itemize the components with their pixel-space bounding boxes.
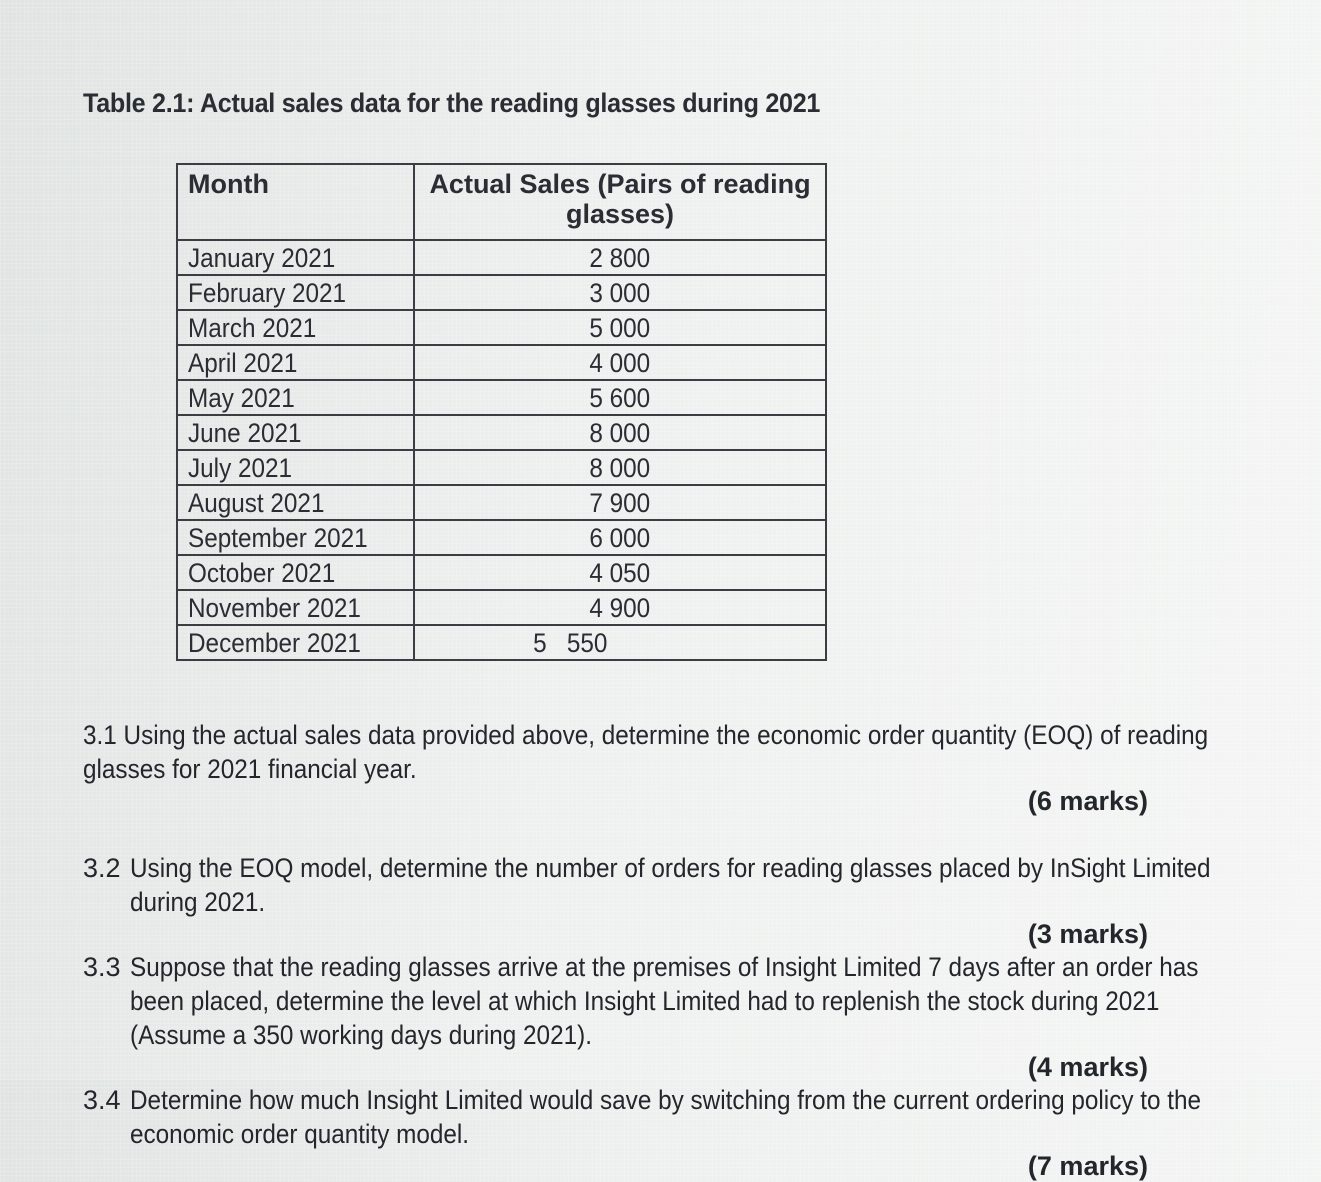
question-3-3 — [83, 950, 1243, 1052]
question-number: 3.2 — [83, 853, 121, 883]
table-row — [177, 450, 826, 485]
sales-cell: 4 000 — [414, 345, 826, 380]
table-row — [177, 310, 826, 345]
table-header-row — [177, 164, 826, 240]
table-row — [177, 345, 826, 380]
month-cell: June 2021 — [177, 415, 414, 450]
month-cell: May 2021 — [177, 380, 414, 415]
question-marks: (3 marks) — [1027, 919, 1148, 949]
sales-cell: 4 900 — [414, 590, 826, 625]
table-row — [177, 485, 826, 520]
sales-cell: 5 550 — [414, 625, 826, 660]
table-row — [177, 625, 826, 660]
sales-cell: 5 600 — [414, 380, 826, 415]
month-cell: August 2021 — [177, 485, 414, 520]
question-3-1 — [83, 718, 1243, 786]
table-row — [177, 555, 826, 590]
header-actual-sales: Actual Sales (Pairs of reading glasses) — [414, 164, 826, 240]
question-3-2 — [83, 851, 1243, 919]
table-row — [177, 380, 826, 415]
question-number: 3.4 — [83, 1085, 121, 1115]
question-number: 3.3 — [83, 952, 121, 982]
sales-cell: 3 000 — [414, 275, 826, 310]
question-marks: (6 marks) — [1027, 786, 1148, 816]
table-row — [177, 275, 826, 310]
month-cell: July 2021 — [177, 450, 414, 485]
sales-cell: 2 800 — [414, 240, 826, 275]
sales-cell: 7 900 — [414, 485, 826, 520]
question-text: Determine how much Insight Limited would save by switching from the current ordering policy to the economic order quantity model. — [130, 1085, 1202, 1149]
table-row — [177, 520, 826, 555]
month-cell: April 2021 — [177, 345, 414, 380]
month-cell: January 2021 — [177, 240, 414, 275]
table-row — [177, 240, 826, 275]
month-cell: November 2021 — [177, 590, 414, 625]
sales-cell: 4 050 — [414, 555, 826, 590]
sales-cell: 8 000 — [414, 450, 826, 485]
question-marks: (7 marks) — [1027, 1151, 1148, 1181]
table-row — [177, 590, 826, 625]
question-marks: (4 marks) — [1027, 1052, 1148, 1082]
month-cell: March 2021 — [177, 310, 414, 345]
month-cell: October 2021 — [177, 555, 414, 590]
month-cell: February 2021 — [177, 275, 414, 310]
question-list — [83, 718, 1243, 1182]
sales-cell: 6 000 — [414, 520, 826, 555]
month-cell: September 2021 — [177, 520, 414, 555]
sales-cell: 8 000 — [414, 415, 826, 450]
sales-table — [176, 163, 827, 661]
question-text: Suppose that the reading glasses arrive at the premises of Insight Limited 7 days after an order has been placed, determine the level at which Insight Limited had to replenish the stock during 2021 (Assume a 350 working days during 2021). — [130, 952, 1199, 1050]
header-month: Month — [177, 164, 414, 240]
sales-cell: 5 000 — [414, 310, 826, 345]
question-3-4 — [83, 1083, 1243, 1151]
table-row — [177, 415, 826, 450]
question-text: 3.1 Using the actual sales data provided above, determine the economic order quantity (EOQ) of reading glasses for 2021 financial year. — [83, 720, 1209, 784]
month-cell: December 2021 — [177, 625, 414, 660]
table-caption: Table 2.1: Actual sales data for the reading glasses during 2021 — [83, 88, 821, 118]
question-text: Using the EOQ model, determine the number of orders for reading glasses placed by InSight Limited during 2021. — [130, 853, 1211, 917]
